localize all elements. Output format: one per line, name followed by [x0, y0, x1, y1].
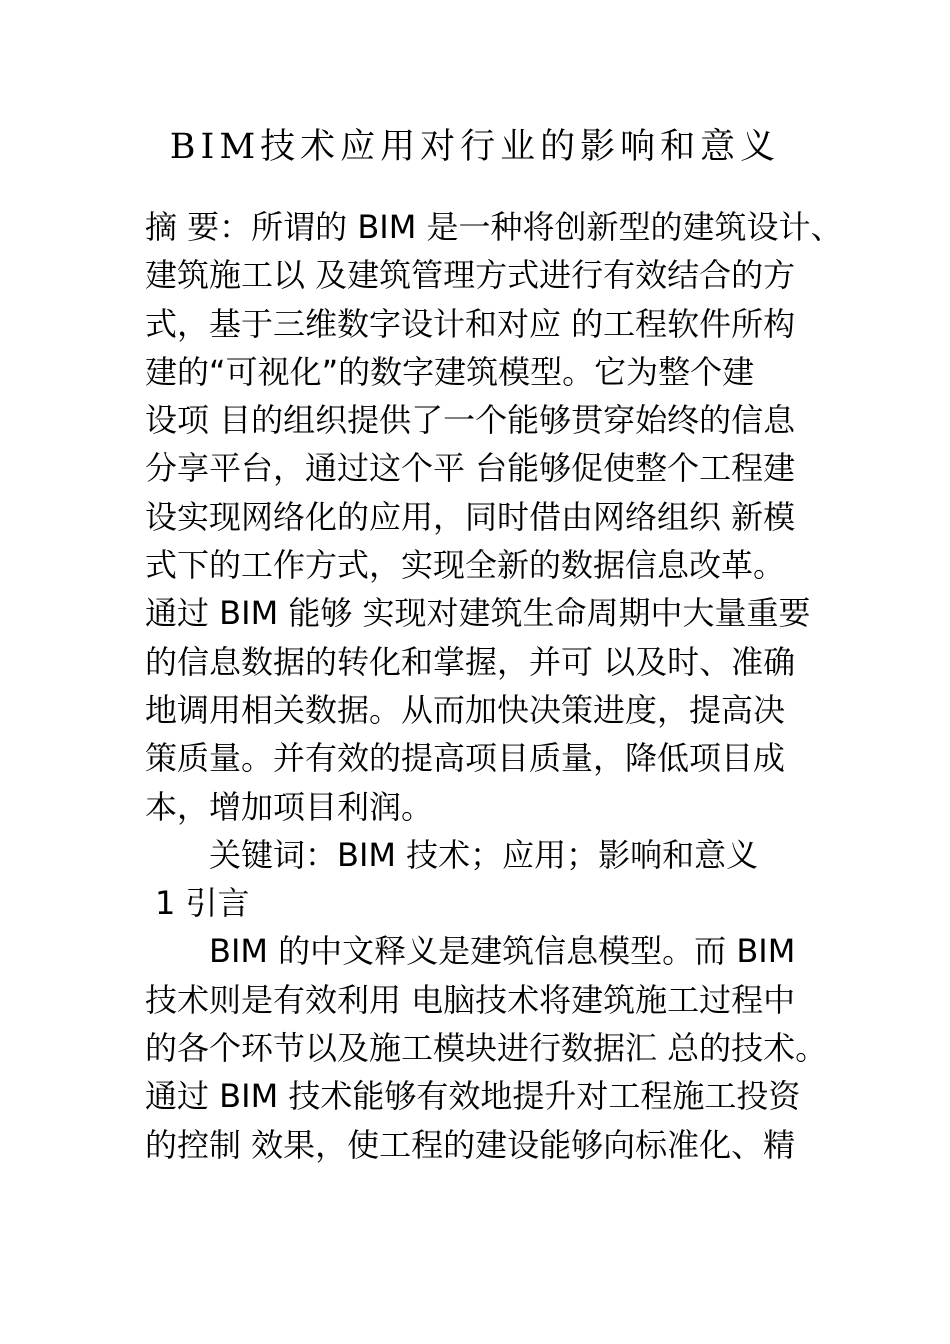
intro-line: BIM 的中文释义是建筑信息模型。而 BIM	[209, 932, 796, 971]
abstract-line: 分享平台，通过这个平 台能够促使整个工程建	[145, 449, 796, 488]
abstract-paragraph	[145, 203, 843, 1169]
abstract-line: 的信息数据的转化和掌握，并可 以及时、准确	[145, 642, 796, 681]
abstract-line: 地调用相关数据。从而加快决策进度，提高决	[145, 690, 786, 729]
intro-line: 技术则是有效利用 电脑技术将建筑施工过程中	[145, 980, 796, 1019]
abstract-line: 建的“可视化”的数字建筑模型。它为整个建	[145, 352, 755, 391]
keywords-line: 关键词：BIM 技术；应用；影响和意义	[209, 835, 759, 874]
abstract-line: 通过 BIM 能够 实现对建筑生命周期中大量重要	[145, 594, 811, 633]
abstract-line: 策质量。并有效的提高项目质量，降低项目成	[145, 739, 786, 778]
abstract-line: 设实现网络化的应用，同时借由网络组织 新模	[145, 497, 796, 536]
section-heading: 1 引言	[155, 884, 250, 923]
abstract-line: 本，增加项目利润。	[145, 787, 434, 826]
abstract-line: 设项 目的组织提供了一个能够贯穿始终的信息	[145, 401, 796, 440]
abstract-line: 摘 要：所谓的 BIM 是一种将创新型的建筑设计、	[145, 208, 843, 246]
intro-line: 通过 BIM 技术能够有效地提升对工程施工投资	[145, 1077, 801, 1116]
abstract-line: 建筑施工以 及建筑管理方式进行有效结合的方	[145, 256, 796, 295]
abstract-line: 式下的工作方式，实现全新的数据信息改革。	[145, 546, 786, 585]
intro-line: 的控制 效果，使工程的建设能够向标准化、精	[145, 1125, 796, 1164]
abstract-line: 式，基于三维数字设计和对应 的工程软件所构	[145, 304, 796, 343]
document-title: BIM技术应用对行业的影响和意义	[169, 127, 781, 167]
intro-line: 的各个环节以及施工模块进行数据汇 总的技术。	[145, 1029, 828, 1068]
